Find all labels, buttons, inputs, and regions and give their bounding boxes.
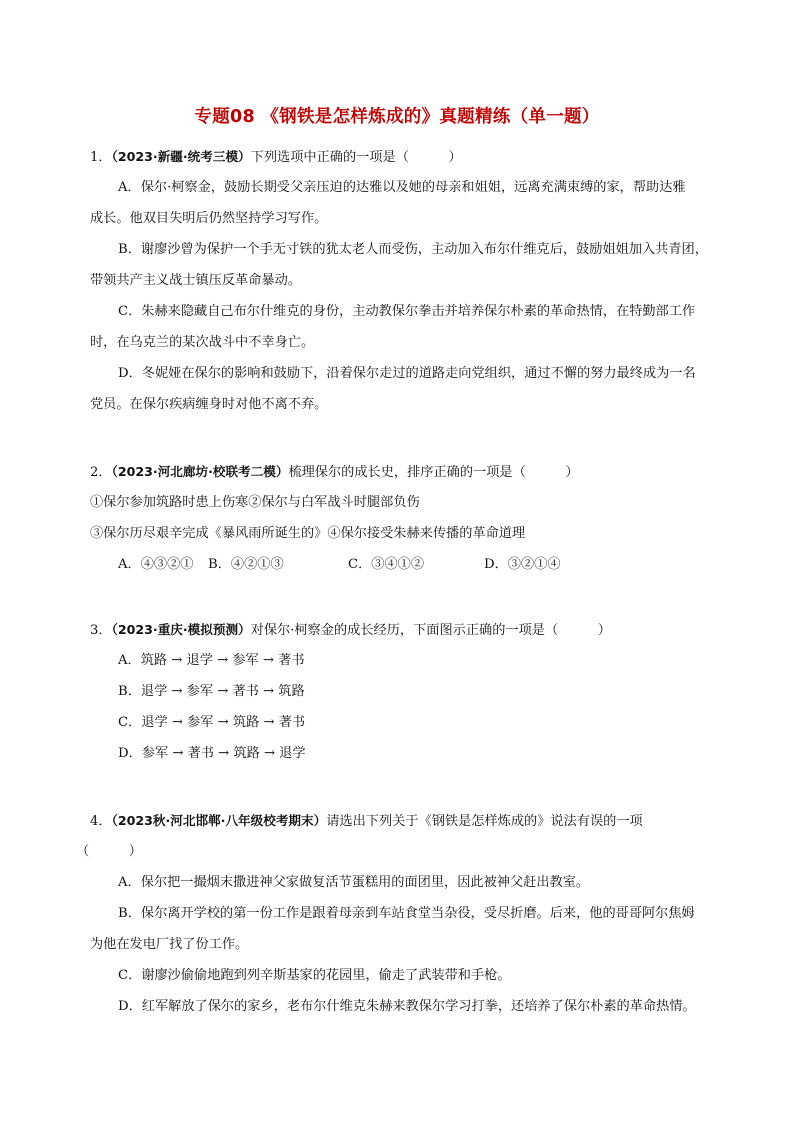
question-1 [90,141,740,420]
option-a-line2: 成长。他双目失明后仍然坚持学习写作。 [90,211,328,226]
question-source: （2023·新疆·统考三模） [111,149,251,164]
option-a: A．保尔把一撮烟末撒进神父家做复活节蛋糕用的面团里，因此被神父赶出教室。 [118,875,590,890]
question-stem: 对保尔·柯察金的成长经历，下面图示正确的一项是（ ） [250,623,611,638]
question-number: 1． [90,150,112,165]
option-a: A．筑路 → 退学 → 参军 → 著书 [118,653,305,668]
option-b-line1: B．谢廖沙曾为保护一个手无寸铁的犹太老人而受伤，主动加入布尔什维克后，鼓励姐姐加入共青团， [118,242,708,257]
question-4-header [90,805,740,836]
option-d-line1: D．冬妮娅在保尔的影响和鼓励下，沿着保尔走过的道路走向党组织，通过不懈的努力最终成为一名 [118,366,696,381]
option-c: C．③④①② [348,557,425,572]
question-number: 3． [90,623,112,638]
question-4 [90,805,740,836]
choices-row [90,549,740,580]
option-a-line1: A．保尔·柯察金，鼓励长期受父亲压迫的达雅以及她的母亲和姐姐，远离充满束缚的家，帮助达雅 [118,180,686,195]
question-3-header [90,614,740,645]
option-b: B．④②①③ [208,557,284,572]
question-source: （2023·重庆·模拟预测） [111,622,251,637]
question-source: （2023·河北廊坊·校联考二模） [111,464,289,479]
question-1-header [90,141,740,172]
option-d: D．参军 → 著书 → 筑路 → 退学 [118,746,306,761]
option-d-line2: 党员。在保尔疾病缠身时对他不离不弃。 [90,397,328,412]
page-title: 专题08 《钢铁是怎样炼成的》真题精练（单一题） [194,107,600,127]
question-source: （2023秋·河北邯郸·八年级校考期末） [111,813,327,828]
question-stem: 请选出下列关于《钢铁是怎样炼成的》说法有误的一项 [326,814,643,829]
question-number: 4． [90,814,112,829]
question-4-body [76,836,726,867]
question-2 [90,456,740,580]
question-4-options [90,867,740,1022]
option-c-line1: C．朱赫来隐藏自己布尔什维克的身份，主动教保尔拳击并培养保尔朴素的革命热情，在特勤部工作 [118,304,696,319]
option-c-line2: 时，在乌克兰的某次战斗中不幸身亡。 [90,335,315,350]
question-stem: 梳理保尔的成长史，排序正确的一项是（ ） [288,465,579,480]
option-d: D．红军解放了保尔的家乡，老布尔什维克朱赫来教保尔学习打拳，还培养了保尔朴素的革命热情。 [118,999,696,1014]
question-number: 2． [90,465,112,480]
question-stem: 下列选项中正确的一项是（ ） [250,150,462,165]
option-c: C．谢廖沙偷偷地跑到列辛斯基家的花园里，偷走了武装带和手枪。 [118,968,511,983]
question-2-header [90,456,740,487]
option-a: A．④③②① [118,557,194,572]
option-d: D．③②①④ [484,557,561,572]
option-b-line2: 带领共产主义战士镇压反革命暴动。 [90,273,301,288]
option-b-line2: 为他在发电厂找了份工作。 [90,937,249,952]
sequence-line-1: ①保尔参加筑路时患上伤寒②保尔与白军战斗时腿部负伤 [90,495,420,510]
sequence-line-2: ③保尔历尽艰辛完成《暴风雨所诞生的》④保尔接受朱赫来传播的革命道理 [90,526,526,541]
answer-parentheses: （ ） [76,844,142,859]
question-3 [90,614,740,769]
option-b-line1: B．保尔离开学校的第一份工作是跟着母亲到车站食堂当杂役，受尽折磨。后来，他的哥哥阿尔焦姆 [118,906,695,921]
option-b: B．退学 → 参军 → 著书 → 筑路 [118,684,305,699]
option-c: C．退学 → 参军 → 筑路 → 著书 [118,715,306,730]
